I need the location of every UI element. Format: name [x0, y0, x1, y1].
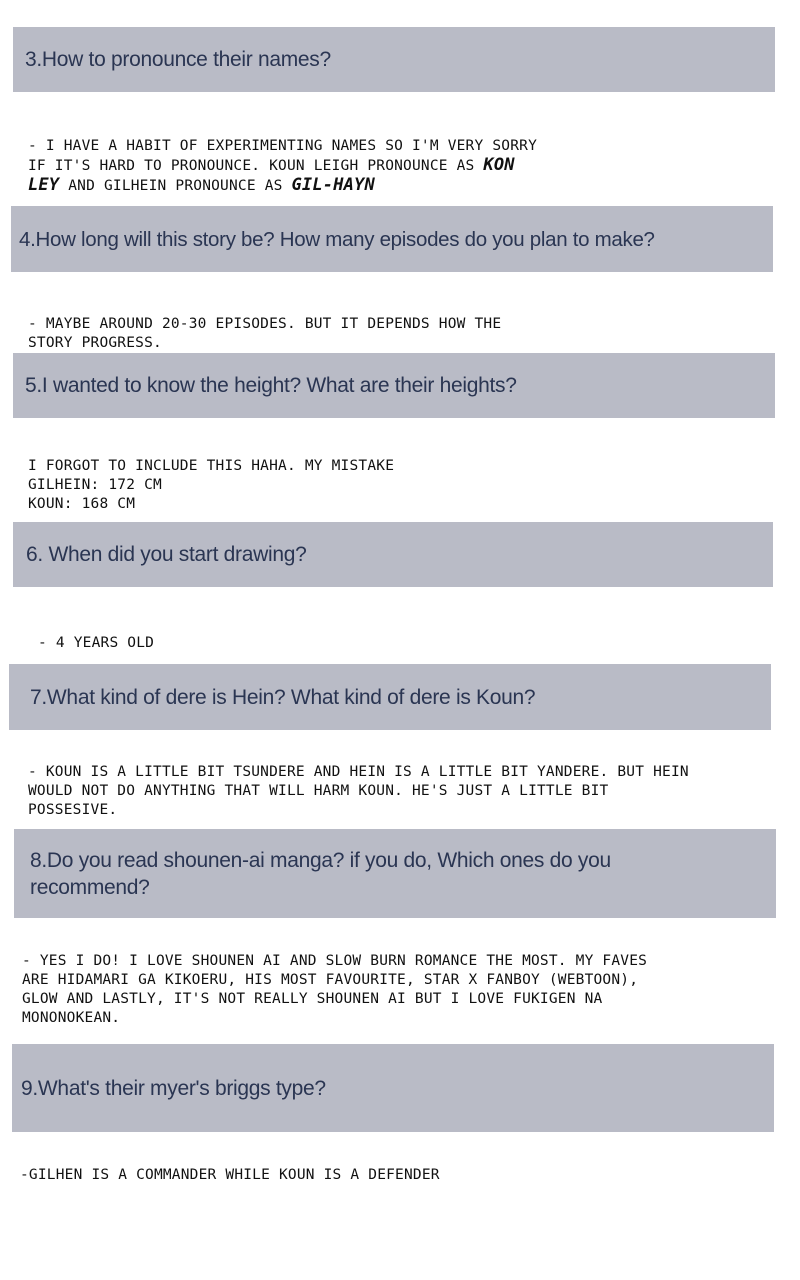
answer-8	[22, 933, 797, 1028]
question-text: 5.I wanted to know the height? What are their heights?	[25, 374, 517, 397]
answer-text: I FORGOT TO INCLUDE THIS HAHA. MY MISTAKE GILHEIN: 172 CM KOUN: 168 CM	[28, 458, 395, 512]
answer-5	[28, 438, 768, 514]
answer-text: - 4 YEARS OLD	[38, 635, 155, 651]
question-box-9	[12, 1044, 774, 1132]
question-text: 7.What kind of dere is Hein? What kind of dere is Koun?	[30, 685, 536, 709]
question-box-3	[13, 27, 775, 92]
answer-emphasis: KON LEY	[28, 155, 515, 195]
question-text: 3.How to pronounce their names?	[25, 48, 331, 71]
question-box-4	[11, 206, 773, 272]
answer-emphasis: GIL-HAYN	[291, 175, 375, 195]
answer-9	[20, 1147, 780, 1185]
answer-6	[38, 615, 778, 653]
question-text: 9.What's their myer's briggs type?	[21, 1076, 326, 1100]
answer-text: - YES I DO! I LOVE SHOUNEN AI AND SLOW BURN ROMANCE THE MOST. MY FAVES ARE HIDAMARI GA KIKOERU, HIS MOST FAVOURITE, STAR X FANBOY (WEBTOON), GLOW AND LASTLY, IT'S NOT REALLY SHOUNEN AI BUT I LOVE FUKIGEN NA MONONOKEAN.	[22, 953, 648, 1026]
question-box-6	[13, 522, 773, 587]
question-text: 8.Do you read shounen-ai manga? if you do, Which ones do you recommend?	[30, 848, 611, 899]
answer-4	[28, 296, 768, 353]
answer-text: - I HAVE A HABIT OF EXPERIMENTING NAMES SO I'M VERY SORRY IF IT'S HARD TO PRONOUNCE. KOUN LEIGH PRONOUNCE AS	[28, 138, 537, 174]
question-box-7	[9, 664, 771, 730]
answer-7	[28, 744, 788, 820]
answer-text: -GILHEN IS A COMMANDER WHILE KOUN IS A DEFENDER	[20, 1167, 440, 1183]
answer-text: - KOUN IS A LITTLE BIT TSUNDERE AND HEIN IS A LITTLE BIT YANDERE. BUT HEIN WOULD NOT DO ANYTHING THAT WILL HARM KOUN. HE'S JUST A LITTLE BIT POSSESIVE.	[28, 764, 689, 818]
question-text: 6. When did you start drawing?	[26, 543, 307, 566]
answer-text: AND GILHEIN PRONOUNCE AS	[59, 178, 292, 194]
question-text: 4.How long will this story be? How many episodes do you plan to make?	[19, 227, 655, 251]
answer-3	[28, 118, 768, 196]
question-box-8	[14, 829, 776, 918]
question-box-5	[13, 353, 775, 418]
answer-text: - MAYBE AROUND 20-30 EPISODES. BUT IT DEPENDS HOW THE STORY PROGRESS.	[28, 316, 502, 351]
